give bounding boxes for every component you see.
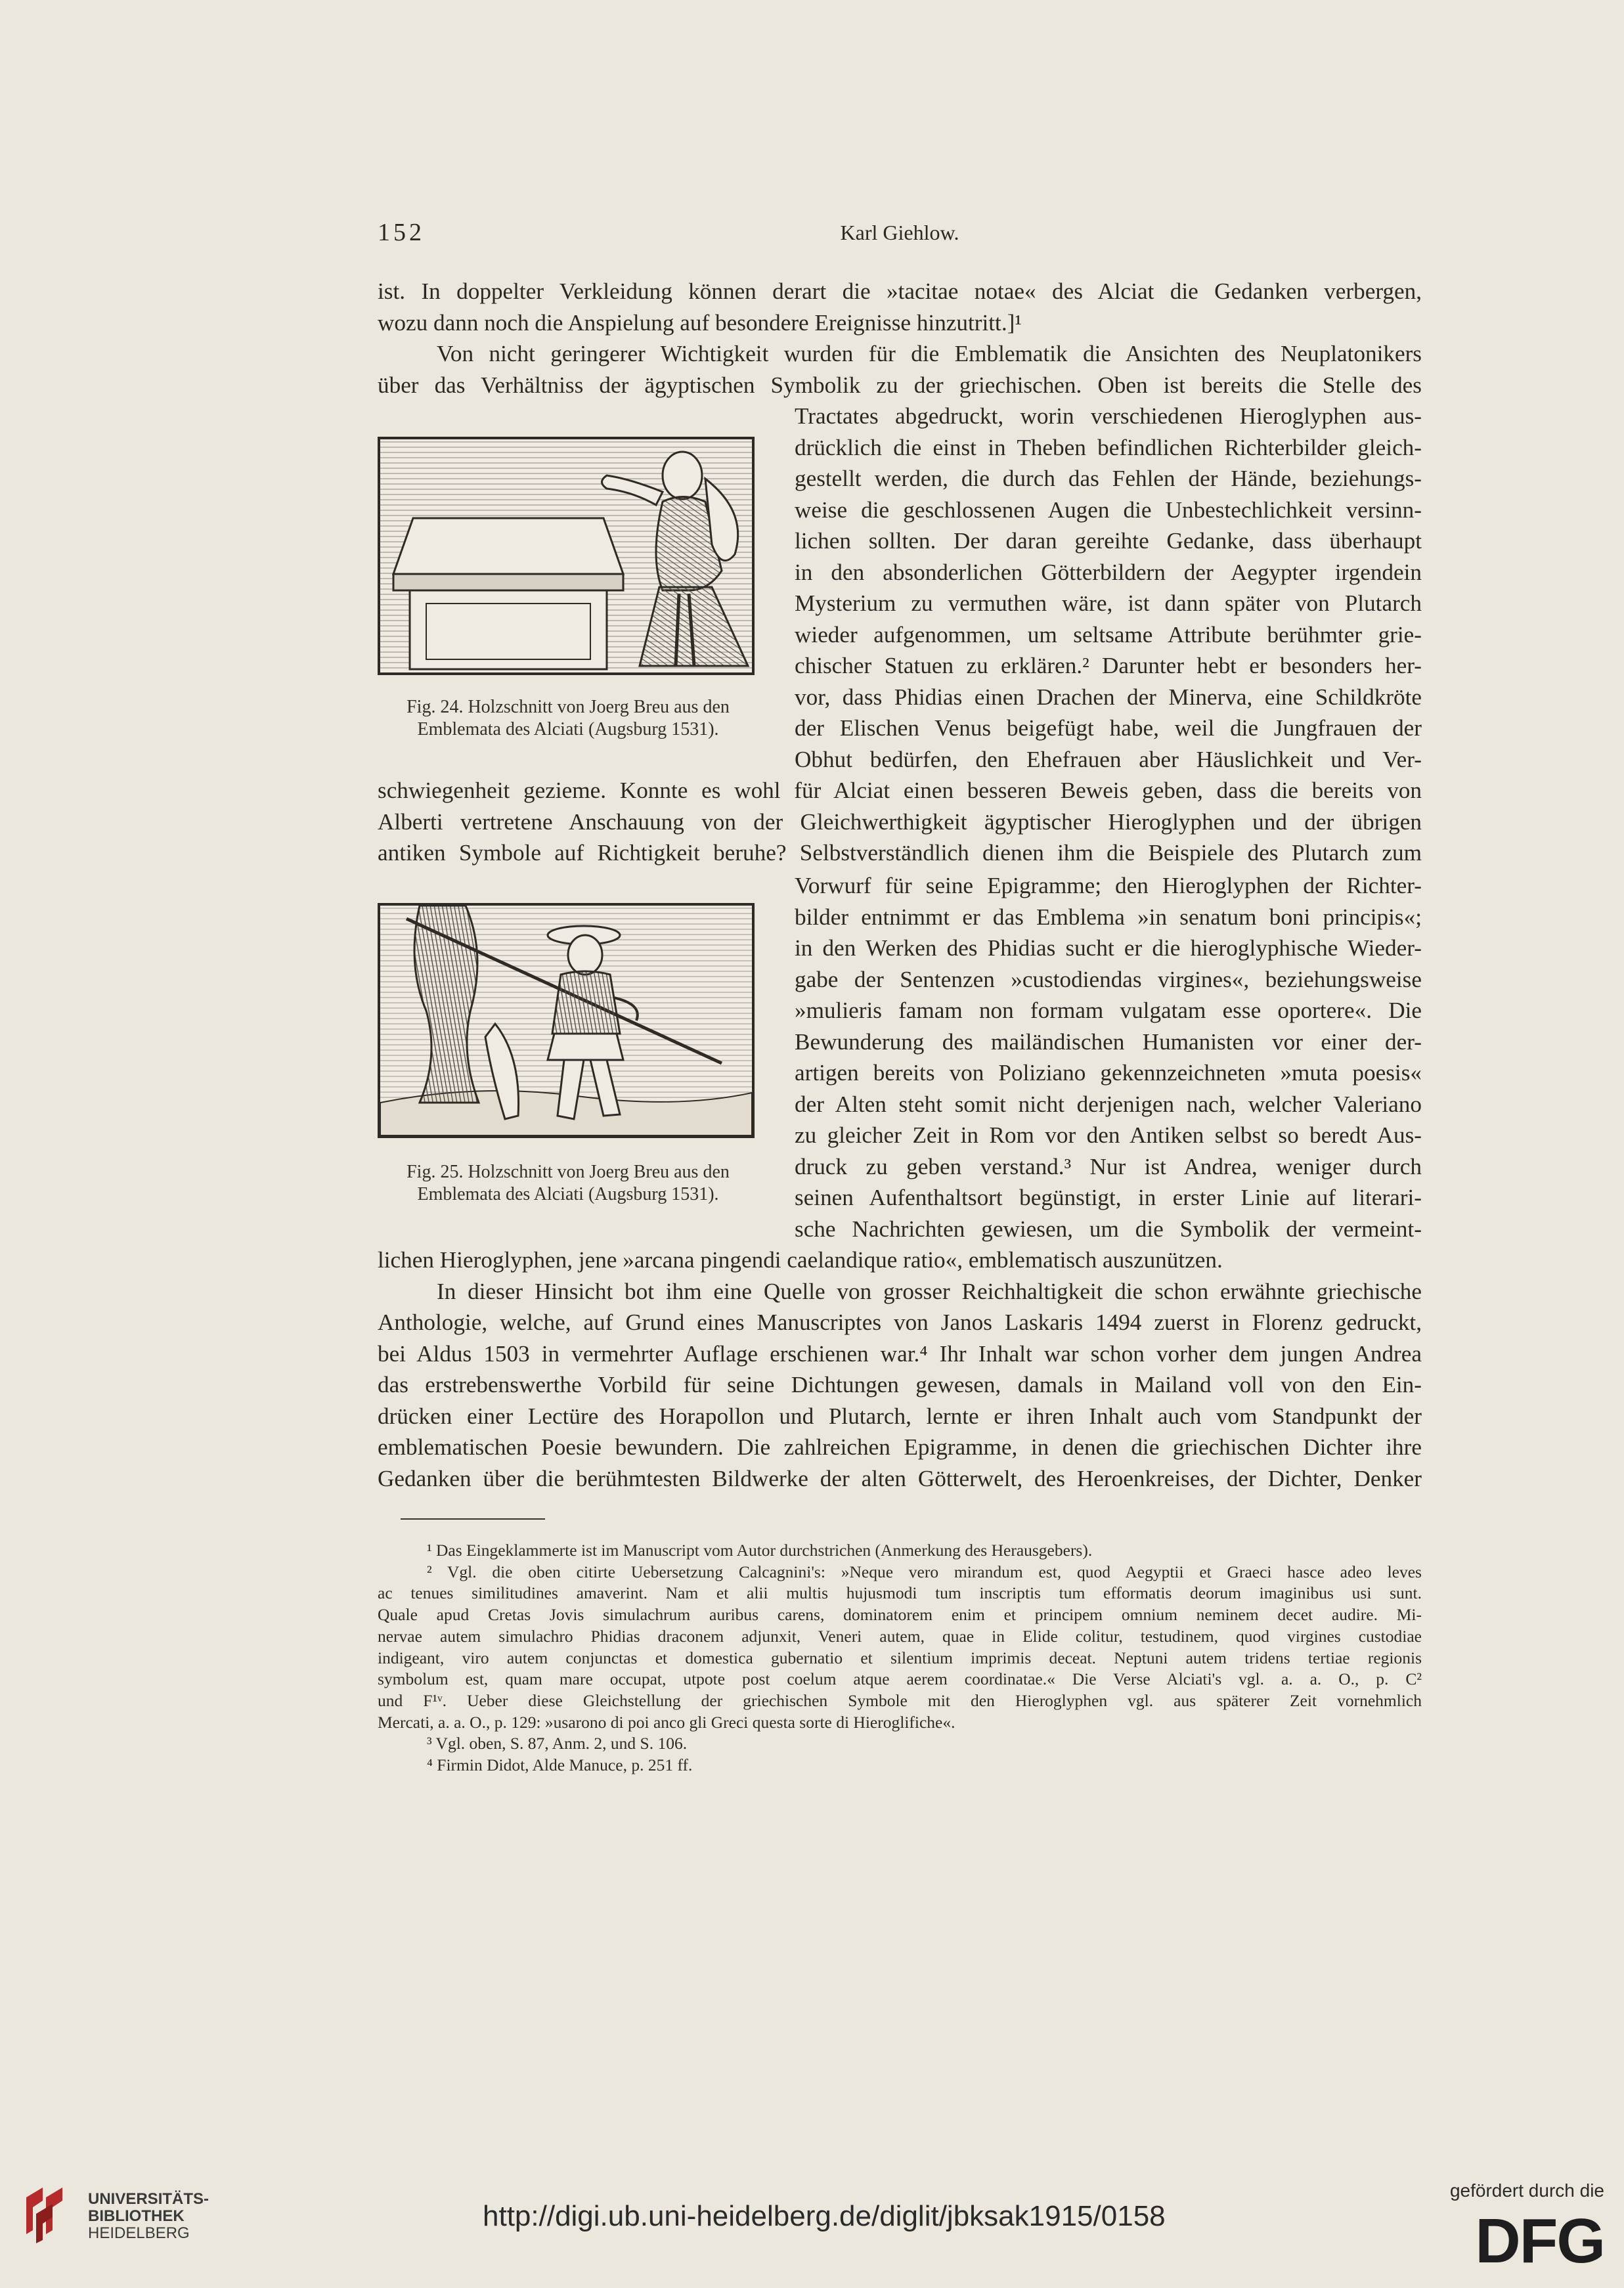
body-text-fig2-column (795, 870, 1422, 1244)
caption-line: Fig. 24. Holzschnitt von Joerg Breu aus den (406, 697, 730, 717)
footnote-line: indigeant, viro autem conjunctas et domestica gubernatio et silentium imprimis deceat. Neptuni autem tridens tertiae regionis (378, 1648, 1422, 1667)
funding-label: gefördert durch die (1449, 2180, 1604, 2201)
footnotes (378, 1540, 1422, 1776)
running-head: Karl Giehlow. (840, 221, 959, 244)
library-name-line: HEIDELBERG (88, 2224, 190, 2242)
text-line: über das Verhältniss der ägyptischen Symbolik zu der griechischen. Oben ist bereits die Stelle des (378, 372, 1422, 398)
library-name-line: UNIVERSITÄTS- (88, 2190, 209, 2208)
footnote-line: Quale apud Cretas Jovis simulachrum auribus carens, dominatorem enim et principem omnium neminem decet audire. Mi- (378, 1605, 1422, 1625)
page-number: 152 (378, 219, 425, 246)
footnote-rule (401, 1518, 545, 1520)
text-line: der Alten steht somit nicht derjenigen nach, welcher Valeriano (795, 1091, 1422, 1117)
caption-line: Emblemata des Alciati (Augsburg 1531). (417, 1184, 719, 1204)
woodcut-soldier-tree-image (380, 906, 752, 1135)
text-line: chischer Statuen zu erklären.² Darunter hebt er besonders her- (795, 653, 1422, 678)
library-name (88, 2191, 209, 2242)
text-line: in den absonderlichen Götterbildern der Aegypter irgendein (795, 559, 1422, 585)
text-line: antiken Symbole auf Richtigkeit beruhe? Selbstverständlich dienen ihm die Beispiele des Plutarch zum (378, 840, 1422, 866)
text-line: Alberti vertretene Anschauung von der Gleichwerthigkeit ägyptischer Hieroglyphen und der übrigen (378, 808, 1422, 835)
body-text-fig1-column (795, 401, 1422, 775)
woodcut-woman-altar-image (380, 439, 752, 672)
text-line: drücklich die einst in Theben befindlichen Richterbilder gleich- (795, 434, 1422, 460)
body-text-middle (378, 775, 1422, 869)
text-line: druck zu geben verstand.³ Nur ist Andrea, weniger durch (795, 1153, 1422, 1179)
text-line: bilder entnimmt er das Emblema »in senatum boni principis«; (795, 904, 1422, 930)
text-line: Von nicht geringerer Wichtigkeit wurden für die Emblematik die Ansichten des Neuplatonikers (437, 341, 1422, 366)
figure-24-woodcut (378, 437, 755, 675)
footnote-line: und F¹ᵛ. Ueber diese Gleichstellung der griechischen Symbole mit den Hieroglyphen vgl. aus späterer Zeit vornehmlich (378, 1690, 1422, 1710)
text-line: zu gleicher Zeit in Rom vor den Antiken selbst so beredt Aus- (795, 1122, 1422, 1148)
dfg-logo: DFG (1475, 2206, 1604, 2276)
text-line: sche Nachrichten gewiesen, um die Symbolik der vermeint- (795, 1216, 1422, 1242)
figure-24-caption (378, 696, 758, 741)
text-line: seinen Aufenthaltsort begünstigt, in erster Linie auf literari- (795, 1185, 1422, 1210)
text-line: Obhut bedürfen, den Ehefrauen aber Häuslichkeit und Ver- (795, 746, 1422, 772)
text-line: emblematischen Poesie bewundern. Die zahlreichen Epigramme, in denen die griechischen Dichter ihre (378, 1434, 1422, 1460)
text-line: Vorwurf für seine Epigramme; den Hieroglyphen der Richter- (795, 873, 1422, 898)
text-line: Anthologie, welche, auf Grund eines Manuscriptes von Janos Laskaris 1494 zuerst in Florenz gedruckt, (378, 1309, 1422, 1335)
text-line: drücken einer Lectüre des Horapollon und Plutarch, lernte er ihren Inhalt auch vom Standpunkt der (378, 1403, 1422, 1429)
text-line: Bewunderung des mailändischen Humanisten vor einer der- (795, 1028, 1422, 1055)
footnote-line: nervae autem simulachro Phidias draconem adjunxit, Veneri autem, quae in Elide colitur, testudinem, quod virgines custodiae (378, 1626, 1422, 1646)
text-line: lichen Hieroglyphen, jene »arcana pingendi caelandique ratio«, emblematisch auszunützen. (378, 1247, 1223, 1273)
text-line: gabe der Sentenzen »custodiendas virgines«, beziehungsweise (795, 966, 1422, 992)
footnote-line: ⁴ Firmin Didot, Alde Manuce, p. 251 ff. (427, 1755, 693, 1775)
text-line: in den Werken des Phidias sucht er die hieroglyphische Wieder- (795, 935, 1422, 961)
caption-line: Fig. 25. Holzschnitt von Joerg Breu aus den (406, 1162, 730, 1182)
library-name-line: BIBLIOTHEK (88, 2207, 185, 2225)
figure-25-caption (378, 1161, 758, 1206)
text-line: Tractates abgedruckt, worin verschiedenen Hieroglyphen aus- (795, 403, 1422, 429)
text-line: wieder aufgenommen, um seltsame Attribute berühmter grie- (795, 621, 1422, 648)
footnote-line: ¹ Das Eingeklammerte ist im Manuscript vom Autor durchstrichen (Anmerkung des Herausgebers). (427, 1541, 1093, 1560)
footnote-line: Mercati, a. a. O., p. 129: »usarono di poi anco gli Greci questa sorte di Hieroglifiche«. (378, 1712, 955, 1732)
footnote-line: symbolum est, quam mare occupat, utpote post coelum atque aerem coordinatae.« Die Verse Alciati's vgl. a. a. O., p. C² (378, 1669, 1422, 1689)
text-line: das erstrebenswerthe Vorbild für seine Dichtungen gewesen, damals in Mailand voll von den Ein- (378, 1372, 1422, 1397)
caption-line: Emblemata des Alciati (Augsburg 1531). (417, 719, 719, 739)
text-line: gestellt werden, die durch das Fehlen der Hände, beziehungs- (795, 466, 1422, 491)
footnote-line: ³ Vgl. oben, S. 87, Anm. 2, und S. 106. (427, 1734, 688, 1753)
body-text-top (378, 276, 1422, 401)
permalink-url[interactable]: http://digi.ub.uni-heidelberg.de/diglit/jbksak1915/0158 (483, 2200, 1166, 2232)
page-header (378, 218, 1422, 257)
text-line: lichen sollten. Der daran gereihte Gedanke, dass überhaupt (795, 528, 1422, 554)
body-text-bottom (378, 1244, 1422, 1494)
text-line: Mysterium zu vermuthen wäre, ist dann später von Plutarch (795, 590, 1422, 616)
text-line: »mulieris famam non formam vulgatam esse oportere«. Die (795, 998, 1422, 1023)
footnote-line: ac tenues similitudines amaverint. Nam et alii multis hujusmodi tum inscriptis tum efformatis deorum imaginibus usi sunt. (378, 1583, 1422, 1603)
figure-25-woodcut (378, 903, 755, 1138)
text-line: ist. In doppelter Verkleidung können derart die »tacitae notae« des Alciat die Gedanken verbergen, (378, 278, 1422, 304)
text-line: wozu dann noch die Anspielung auf besondere Ereignisse hinzutritt.]¹ (378, 309, 1022, 336)
text-line: weise die geschlossenen Augen die Unbestechlichkeit versinn- (795, 496, 1422, 523)
text-line: bei Aldus 1503 in vermehrter Auflage erschienen war.⁴ Ihr Inhalt war schon vorher dem jungen Andrea (378, 1340, 1422, 1367)
text-line: Gedanken über die berühmtesten Bildwerke der alten Götterwelt, des Heroenkreises, der Dichter, Denker (378, 1465, 1422, 1491)
text-line: der Elischen Venus beigefügt habe, weil die Jungfrauen der (795, 715, 1422, 741)
text-line: In dieser Hinsicht bot ihm eine Quelle von grosser Reichhaltigkeit die schon erwähnte griechische (437, 1278, 1422, 1304)
university-library-logo-icon (20, 2184, 79, 2243)
text-line: artigen bereits von Poliziano gekennzeichneten »muta poesis« (795, 1060, 1422, 1086)
footnote-line: ² Vgl. die oben citirte Uebersetzung Calcagnini's: »Neque vero mirandum est, quod Aegyptii et Graeci hasce adeo leves (427, 1562, 1422, 1581)
text-line: schwiegenheit gezieme. Konnte es wohl für Alciat einen besseren Beweis geben, dass die bereits von (378, 778, 1422, 803)
text-line: vor, dass Phidias einen Drachen der Minerva, eine Schildkröte (795, 684, 1422, 710)
